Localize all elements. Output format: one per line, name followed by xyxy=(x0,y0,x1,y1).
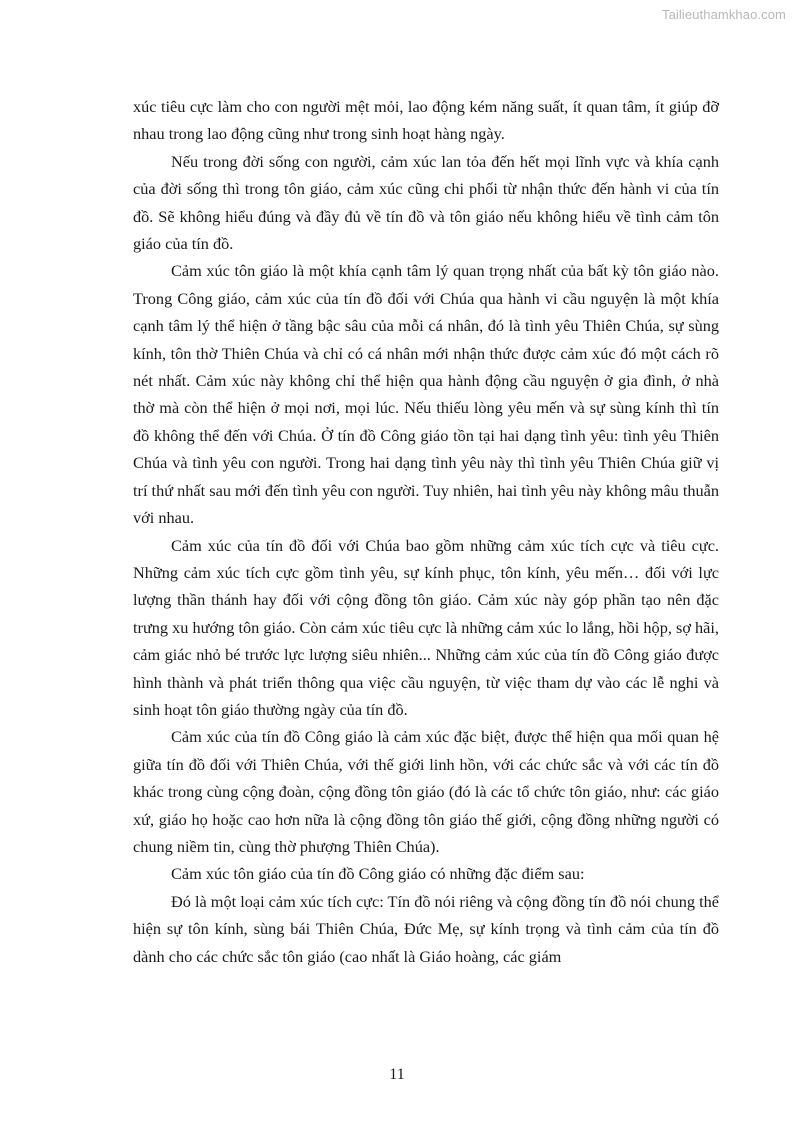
paragraph-continuation: xúc tiêu cực làm cho con người mệt mỏi, lao động kém năng suất, ít quan tâm, ít giúp đỡ nhau trong lao động cũng như trong sinh hoạt hàng ngày. xyxy=(133,97,719,144)
paragraph: Cảm xúc của tín đồ Công giáo là cảm xúc đặc biệt, được thể hiện qua mối quan hệ giữa tín đồ đối với Thiên Chúa, với thế giới linh hồn, với các chức sắc và với các tín đồ khác trong cùng cộng đoàn, cộng đồng tôn giáo (đó là các tổ chức tôn giáo, như: các giáo xứ, giáo họ hoặc cao hơn nữa là cộng đồng tôn giáo thế giới, cộng đồng những người có chung niềm tin, cùng thờ phượng Thiên Chúa). xyxy=(133,727,719,856)
page-number: 11 xyxy=(389,1066,405,1083)
page-body xyxy=(133,93,719,970)
paragraph: Cảm xúc tôn giáo của tín đồ Công giáo có những đặc điểm sau: xyxy=(171,864,585,884)
paragraph: Nếu trong đời sống con người, cảm xúc lan tỏa đến hết mọi lĩnh vực và khía cạnh của đời sống thì trong tôn giáo, cảm xúc cũng chi phối từ nhận thức đến hành vi của tín đồ. Sẽ không hiểu đúng và đầy đủ về tín đồ và tôn giáo nếu không hiểu về tình cảm tôn giáo của tín đồ. xyxy=(133,151,719,254)
paragraph: Cảm xúc của tín đồ đối với Chúa bao gồm những cảm xúc tích cực và tiêu cực. Những cảm xúc tích cực gồm tình yêu, sự kính phục, tôn kính, yêu mến… đối với lực lượng thần thánh hay đối với cộng đồng tôn giáo. Cảm xúc này góp phần tạo nên đặc trưng xu hướng tôn giáo. Còn cảm xúc tiêu cực là những cảm xúc lo lắng, hồi hộp, sợ hãi, cảm giác nhỏ bé trước lực lượng siêu nhiên... Những cảm xúc của tín đồ Công giáo được hình thành và phát triển thông qua việc cầu nguyện, từ việc tham dự vào các lễ nghi và sinh hoạt tôn giáo thường ngày của tín đồ. xyxy=(133,535,719,719)
watermark: Tailieuthamkhao.com xyxy=(661,7,786,22)
paragraph: Cảm xúc tôn giáo là một khía cạnh tâm lý quan trọng nhất của bất kỳ tôn giáo nào. Trong Công giáo, cảm xúc của tín đồ đối với Chúa qua hành vi cầu nguyện là một khía cạnh tâm lý thể hiện ở tầng bậc sâu của mỗi cá nhân, đó là tình yêu Thiên Chúa, sự sùng kính, tôn thờ Thiên Chúa và chỉ có cá nhân mới nhận thức được cảm xúc đó một cách rõ nét nhất. Cảm xúc này không chỉ thể hiện qua hành động cầu nguyện ở gia đình, ở nhà thờ mà còn thể hiện ở mọi nơi, mọi lúc. Nếu thiếu lòng yêu mến và sự sùng kính thì tín đồ không thể đến với Chúa. Ở tín đồ Công giáo tồn tại hai dạng tình yêu: tình yêu Thiên Chúa và tình yêu con người. Trong hai dạng tình yêu này thì tình yêu Thiên Chúa giữ vị trí thứ nhất sau mới đến tình yêu con người. Tuy nhiên, hai tình yêu này không mâu thuẫn với nhau. xyxy=(133,261,719,528)
paragraph: Đó là một loại cảm xúc tích cực: Tín đồ nói riêng và cộng đồng tín đồ nói chung thể hiện sự tôn kính, sùng bái Thiên Chúa, Đức Mẹ, sự kính trọng và tình cảm của tín đồ dành cho các chức sắc tôn giáo (cao nhất là Giáo hoàng, các giám xyxy=(133,891,719,966)
